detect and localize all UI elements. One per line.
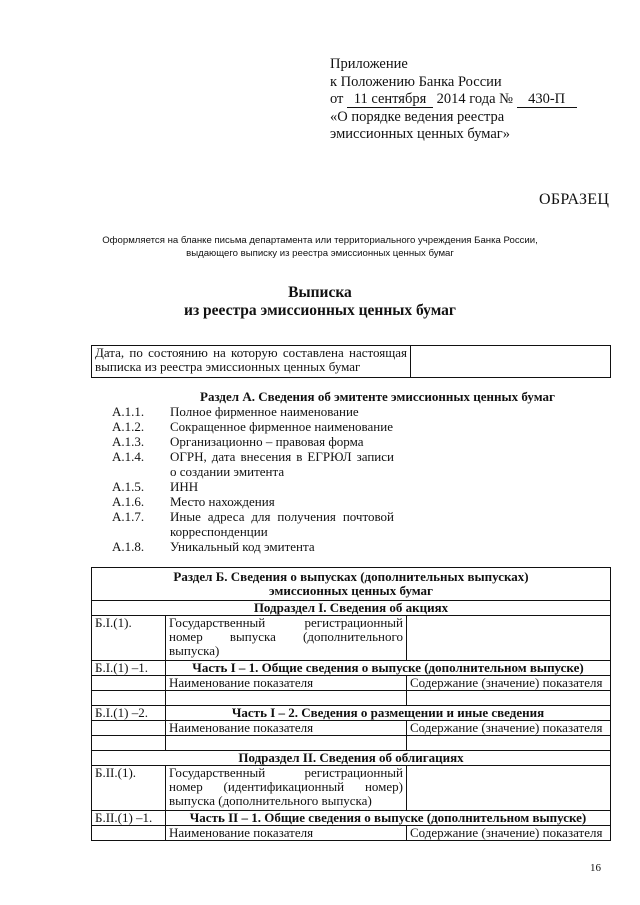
item-code: А.1.4.: [112, 449, 145, 464]
sample-stamp: ОБРАЗЕЦ: [539, 191, 610, 208]
date-suffix: 2014 года №: [436, 91, 513, 107]
column-header-name: Наименование показателя: [166, 676, 407, 691]
item-text: ОГРН, дата внесения в ЕГРЮЛ записи о создании эмитента: [170, 449, 394, 479]
date-table: [91, 345, 611, 378]
column-header-value: Содержание (значение) показателя: [407, 676, 611, 691]
page-number: 16: [590, 862, 601, 874]
date-value: 11 сентября: [347, 92, 433, 108]
column-header-value: Содержание (значение) показателя: [407, 721, 611, 736]
form-note: Оформляется на бланке письма департамента или территориального учреждения Банка России, выдающего выписку из реестра эмиссионных ценных бумаг: [102, 235, 538, 259]
section-a-list: [112, 404, 394, 554]
list-item: [112, 494, 394, 509]
b2-1-code: Б.II.(1) –1.: [92, 811, 166, 826]
table-cell: [92, 676, 166, 691]
table-cell: [92, 826, 166, 841]
b1-code: Б.I.(1).: [92, 616, 166, 661]
list-item: [112, 434, 394, 449]
list-item: [112, 419, 394, 434]
b2-code: Б.II.(1).: [92, 766, 166, 811]
table-cell[interactable]: [407, 736, 611, 751]
list-item: [112, 449, 394, 479]
item-text: Уникальный код эмитента: [170, 539, 315, 554]
appendix-label: Приложение: [330, 56, 408, 72]
regulation-title-2: эмиссионных ценных бумаг»: [330, 126, 510, 142]
table-cell: [92, 691, 166, 706]
b2-value[interactable]: [407, 766, 611, 811]
date-prefix: от: [330, 91, 344, 107]
list-item: [112, 509, 394, 539]
section-b-title: Раздел Б. Сведения о выпусках (дополнительных выпусках) эмиссионных ценных бумаг: [92, 568, 611, 601]
b1-1-title: Часть I – 1. Общие сведения о выпуске (дополнительном выпуске): [166, 661, 611, 676]
table-cell: [92, 736, 166, 751]
table-cell: [92, 721, 166, 736]
item-code: А.1.5.: [112, 479, 145, 494]
list-item: [112, 404, 394, 419]
table-cell[interactable]: [407, 691, 611, 706]
table-cell[interactable]: [166, 691, 407, 706]
section-a-title: Раздел А. Сведения об эмитенте эмиссионных ценных бумаг: [200, 389, 555, 404]
subsection-1-title: Подраздел I. Сведения об акциях: [92, 601, 611, 616]
b2-label: Государственный регистрационный номер (идентификационный номер) выпуска (дополнительного выпуска): [166, 766, 407, 811]
b1-value[interactable]: [407, 616, 611, 661]
b2-1-title: Часть II – 1. Общие сведения о выпуске (дополнительном выпуске): [166, 811, 611, 826]
section-b-table: [91, 567, 611, 841]
column-header-name: Наименование показателя: [166, 721, 407, 736]
item-code: А.1.1.: [112, 404, 145, 419]
b1-2-title: Часть I – 2. Сведения о размещении и иные сведения: [166, 706, 611, 721]
item-text: ИНН: [170, 479, 199, 494]
title-line-2: из реестра эмиссионных ценных бумаг: [184, 302, 456, 319]
item-code: А.1.2.: [112, 419, 145, 434]
date-label-cell: Дата, по состоянию на которую составлена настоящая выписка из реестра эмиссионных ценных бумаг: [92, 346, 411, 378]
item-text: Место нахождения: [170, 494, 275, 509]
date-value-cell[interactable]: [411, 346, 611, 378]
item-code: А.1.3.: [112, 434, 145, 449]
regulation-number: 430-П: [517, 92, 577, 108]
b1-label: Государственный регистрационный номер выпуска (дополнительного выпуска): [166, 616, 407, 661]
regulation-title-1: «О порядке ведения реестра: [330, 108, 505, 125]
list-item: [112, 479, 394, 494]
document-title: [0, 284, 640, 320]
item-text: Сокращенное фирменное наименование: [170, 419, 393, 434]
item-code: А.1.8.: [112, 539, 145, 554]
column-header-name: Наименование показателя: [166, 826, 407, 841]
item-text: Иные адреса для получения почтовой корреспонденции: [170, 509, 394, 539]
item-text: Полное фирменное наименование: [170, 404, 359, 419]
column-header-value: Содержание (значение) показателя: [407, 826, 611, 841]
subsection-2-title: Подраздел II. Сведения об облигациях: [92, 751, 611, 766]
regulation-reference: к Положению Банка России: [330, 73, 502, 90]
list-item: [112, 539, 394, 554]
table-cell[interactable]: [166, 736, 407, 751]
b1-2-code: Б.I.(1) –2.: [92, 706, 166, 721]
item-code: А.1.7.: [112, 509, 145, 524]
item-text: Организационно – правовая форма: [170, 434, 364, 449]
appendix-header: [330, 56, 577, 144]
regulation-date-line: [330, 91, 577, 109]
title-line-1: Выписка: [288, 284, 352, 301]
item-code: А.1.6.: [112, 494, 145, 509]
b1-1-code: Б.I.(1) –1.: [92, 661, 166, 676]
